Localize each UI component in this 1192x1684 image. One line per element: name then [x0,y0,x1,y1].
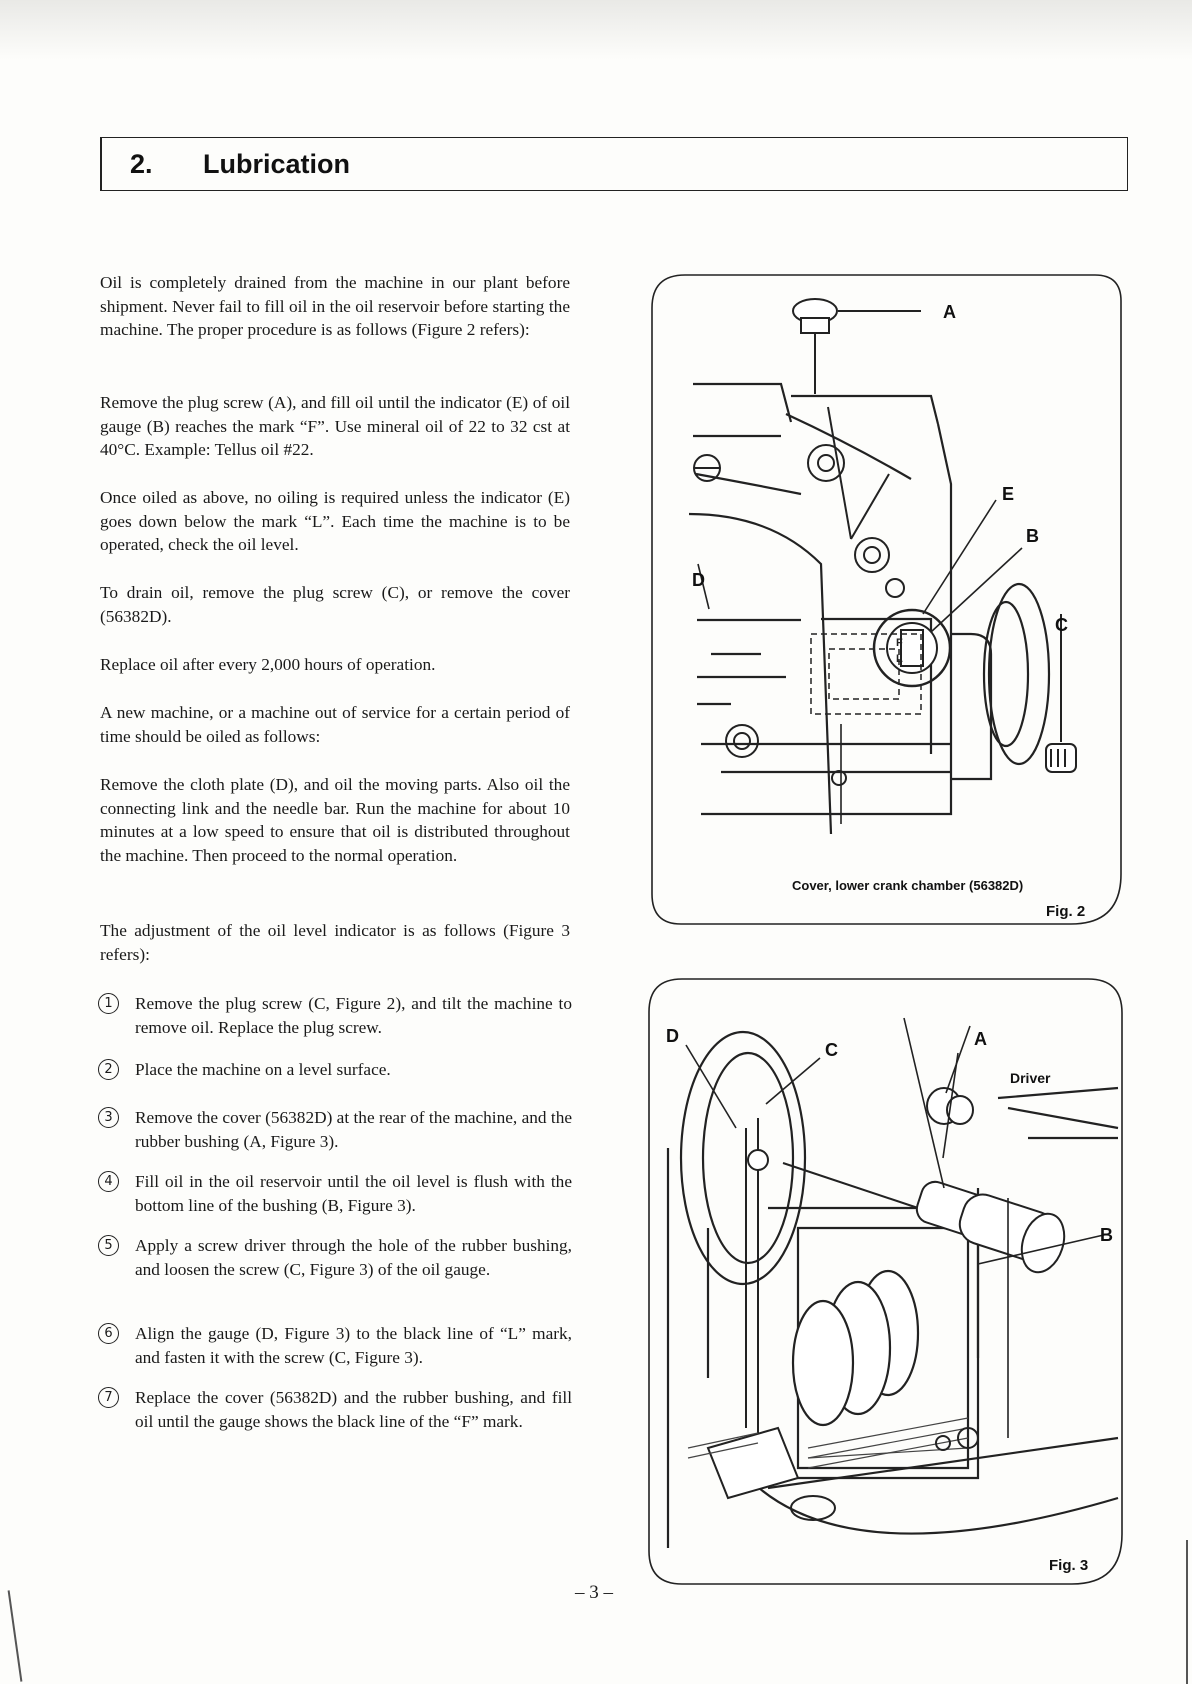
step-text: Replace the cover (56382D) and the rubber bushing, and fill oil until the gauge shows the black line of the “F” mark. [135,1388,572,1431]
step-number: 4 [98,1171,119,1192]
figure-2-illustration [651,274,1123,926]
fig3-label: Fig. 3 [1049,1557,1089,1574]
leader-lines [698,500,1022,824]
step-text: Remove the cover (56382D) at the rear of the machine, and the rubber bushing (A, Figure 3). [135,1108,572,1151]
section-title: Lubrication [203,149,350,179]
scan-margin-mark [8,1590,23,1681]
figure-2-frame [652,275,1121,924]
svg-text:F: F [896,637,903,649]
section-header [100,137,1128,191]
fig2-label: Fig. 2 [1046,903,1086,920]
figure-2 [651,274,1123,926]
figure-3 [648,978,1124,1588]
fig2-label-a: A [943,302,956,322]
paragraph-adjustment-intro: The adjustment of the oil level indicator is as follows (Figure 3 refers): [100,921,570,964]
step-number: 7 [98,1387,119,1408]
linkage-drawing [694,407,904,785]
plug-screw-a-drawing [793,299,921,394]
paragraph-replace-interval: Replace oil after every 2,000 hours of operation. [100,655,436,674]
paragraph-cloth-plate: Remove the cloth plate (D), and oil the moving parts. Also oil the connecting link and the needle bar. Run the machine for about 10 minutes at a low speed to ensure that oil is distributed throughout the machine. Then proceed to the normal operation. [100,775,570,865]
figure-3-illustration [648,978,1124,1588]
svg-text:L: L [896,653,903,665]
step-number: 2 [98,1059,119,1080]
step-number: 3 [98,1107,119,1128]
step-text: Apply a screw driver through the hole of the rubber bushing, and loosen the screw (C, Figure 3) of the oil gauge. [135,1236,572,1279]
paragraph-drain: To drain oil, remove the plug screw (C), or remove the cover (56382D). [100,583,570,626]
fig3-label-d: D [666,1026,679,1046]
handwheel-drawing [984,584,1049,764]
fig3-label-c: C [825,1040,838,1060]
paragraph-new-machine: A new machine, or a machine out of service for a certain period of time should be oiled as follows: [100,703,570,746]
step-text: Place the machine on a level surface. [135,1060,391,1079]
step-text: Fill oil in the oil reservoir until the oil level is flush with the bottom line of the bushing (B, Figure 3). [135,1172,572,1215]
fig2-label-d: D [692,570,705,590]
fig3-driver-label: Driver [1010,1070,1051,1086]
screw-c-drawing [791,1428,978,1520]
page-number: – 3 – [575,1582,613,1603]
paragraph-fill-oil: Remove the plug screw (A), and fill oil until the indicator (E) of oil gauge (B) reaches the mark “F”. Use mineral oil of 22 to 32 cst at 40°C. Example: Tellus oil #22. [100,393,570,459]
step-text: Remove the plug screw (C, Figure 2), and tilt the machine to remove oil. Replace the plug screw. [135,994,572,1037]
step-number: 5 [98,1235,119,1256]
fig2-label-c: C [1055,615,1068,635]
step-number: 6 [98,1323,119,1344]
section-number: 2. [130,149,153,179]
scan-margin-mark [1186,1540,1188,1684]
fig2-caption: Cover, lower crank chamber (56382D) [792,878,1024,893]
oil-gauge-drawing [874,610,950,686]
fig2-label-e: E [1002,484,1015,504]
scan-shadow [0,0,1192,60]
fig2-label-b: B [1026,526,1039,546]
screwdriver-drawing [783,1163,1071,1278]
crank-disks-drawing [793,1271,918,1425]
step-number: 1 [98,993,119,1014]
fig3-label-b: B [1100,1225,1113,1245]
fig3-label-a: A [974,1029,987,1049]
step-text: Align the gauge (D, Figure 3) to the black line of “L” mark, and fasten it with the screw (C, Figure 3). [135,1324,572,1367]
paragraph-intro: Oil is completely drained from the machine in our plant before shipment. Never fail to fill oil in the oil reservoir before starting the machine. The proper procedure is as follows (Figure 2 refers): [100,273,570,339]
paragraph-oil-check: Once oiled as above, no oiling is required unless the indicator (E) goes down below the mark “L”. Each time the machine is to be operated, check the oil level. [100,488,570,554]
drain-plug-c-drawing [1046,614,1076,772]
